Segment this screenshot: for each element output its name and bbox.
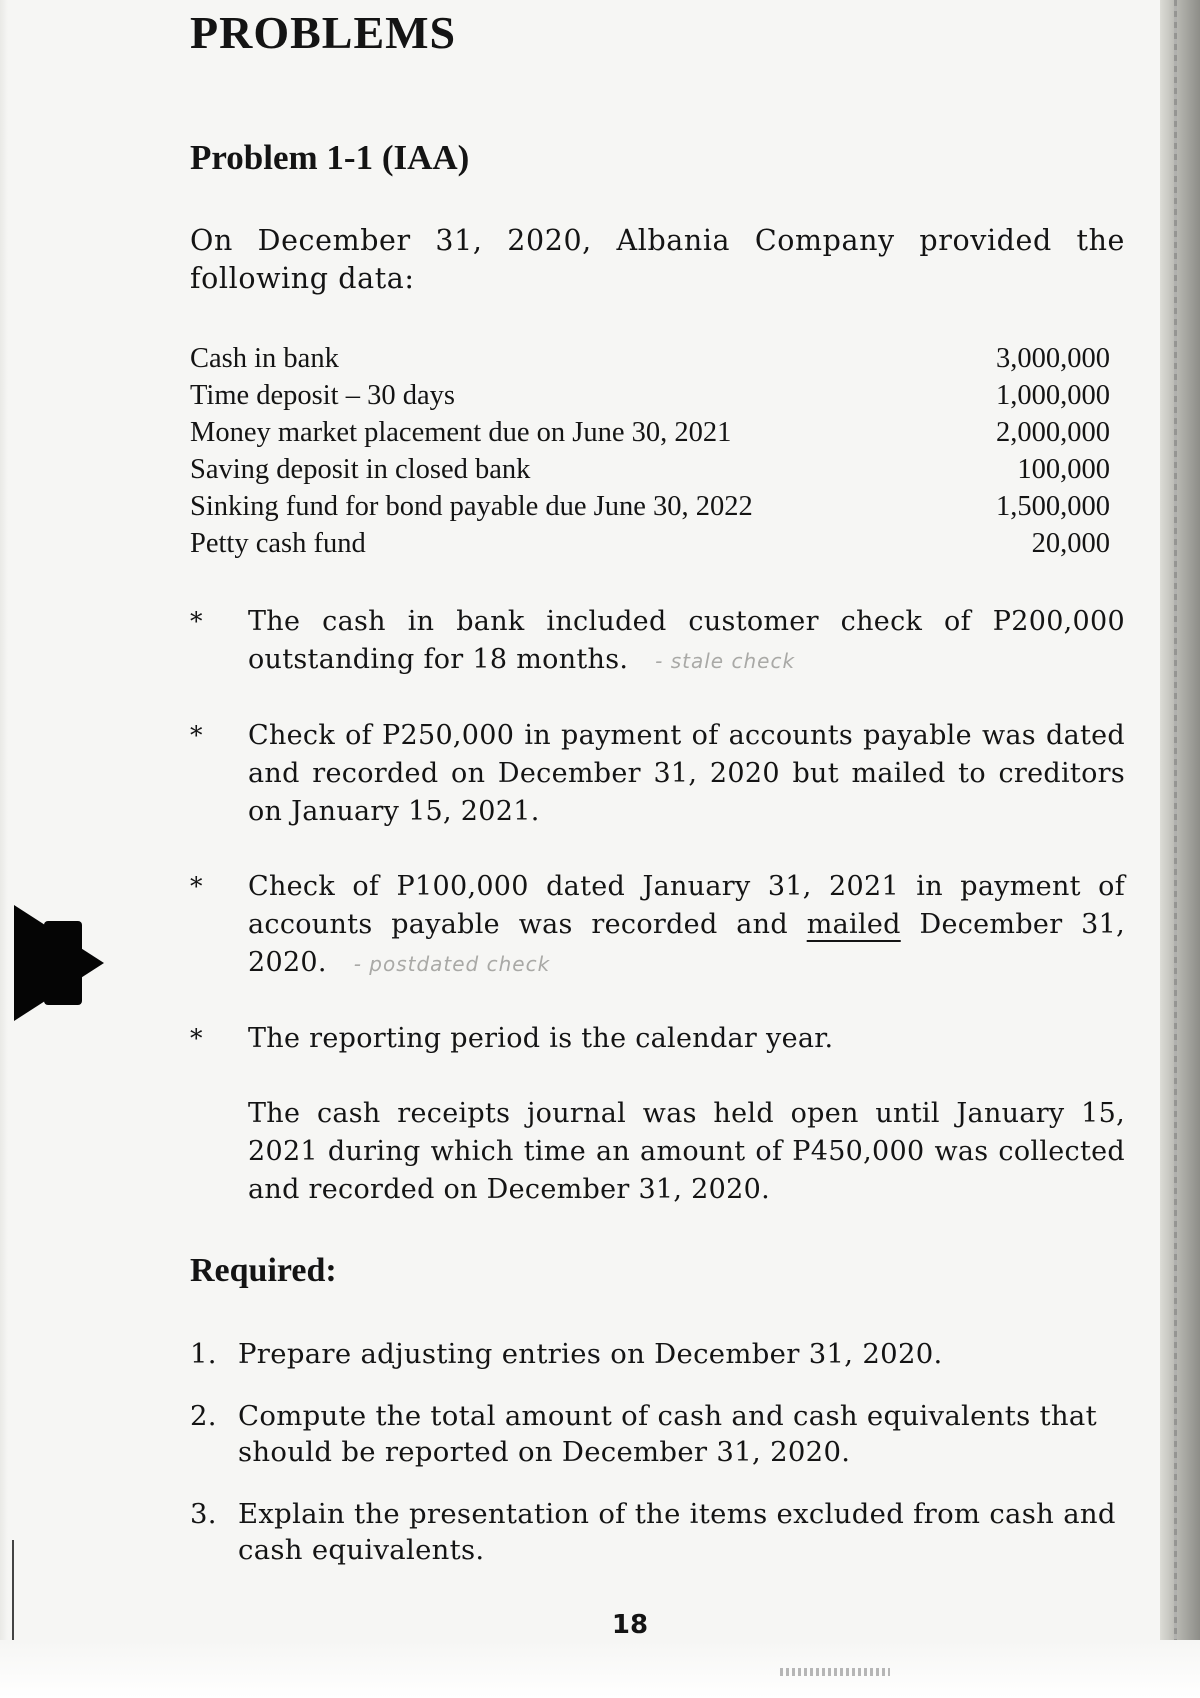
- data-label: Petty cash fund: [190, 528, 366, 559]
- note-item: [190, 603, 1125, 680]
- handwritten-annotation: - postdated check: [353, 952, 551, 976]
- data-label: Time deposit – 30 days: [190, 380, 455, 411]
- data-row: [190, 414, 1110, 451]
- data-row: [190, 451, 1110, 488]
- task-item: [190, 1336, 1125, 1372]
- data-label: Money market placement due on June 30, 2021: [190, 417, 732, 448]
- note-text: The cash in bank included customer check of P200,000 outstanding for 18 months.: [248, 606, 1125, 675]
- task-item: [190, 1398, 1125, 1470]
- page-bottom-shadow: [0, 1640, 1200, 1698]
- handwritten-annotation: - stale check: [655, 649, 796, 673]
- data-label: Saving deposit in closed bank: [190, 454, 531, 485]
- asterisk-bullet: *: [190, 721, 203, 750]
- data-label: Cash in bank: [190, 343, 339, 374]
- data-amount: 3,000,000: [996, 343, 1110, 374]
- task-number: 2.: [190, 1400, 217, 1432]
- data-label: Sinking fund for bond payable due June 30, 2022: [190, 491, 753, 522]
- task-item: [190, 1496, 1125, 1568]
- page-left-shadow: [0, 0, 8, 1698]
- note-item: [190, 868, 1125, 983]
- note-paragraph: The cash receipts journal was held open until January 15, 2021 during which time an amount of P450,000 was collected and recorded on December 31, 2020.: [248, 1098, 1125, 1205]
- required-heading: Required:: [190, 1252, 337, 1289]
- margin-mark: [12, 1540, 14, 1650]
- scanner-watermark: [780, 1668, 890, 1676]
- data-row: [190, 488, 1110, 525]
- data-amount: 2,000,000: [996, 417, 1110, 448]
- data-amount: 20,000: [1031, 528, 1110, 559]
- data-amount: 1,000,000: [996, 380, 1110, 411]
- asterisk-bullet: *: [190, 872, 203, 901]
- task-text: Explain the presentation of the items excluded from cash and cash equivalents.: [238, 1498, 1116, 1566]
- section-heading: PROBLEMS: [190, 7, 457, 58]
- problem-intro: On December 31, 2020, Albania Company provided the following data:: [190, 224, 1125, 295]
- note-paragraph-item: [190, 1095, 1125, 1209]
- page-number: 18: [611, 1610, 649, 1640]
- note-text: Check of P250,000 in payment of accounts payable was dated and recorded on December 31, 2020 but mailed to creditors on January 15, 2021.: [248, 720, 1125, 827]
- note-item: [190, 1020, 1125, 1058]
- asterisk-bullet: *: [190, 607, 203, 636]
- data-row: [190, 340, 1110, 377]
- task-text: Compute the total amount of cash and cash equivalents that should be reported on December 31, 2020.: [238, 1400, 1097, 1468]
- note-item: [190, 717, 1125, 831]
- punch-hole-mark: [14, 905, 104, 1021]
- note-text-end: December 31, 2020.: [248, 909, 1125, 978]
- task-text: Prepare adjusting entries on December 31, 2020.: [238, 1338, 943, 1370]
- asterisk-bullet: *: [190, 1024, 203, 1053]
- data-amount: 1,500,000: [996, 491, 1110, 522]
- note-text: The reporting period is the calendar year.: [248, 1023, 834, 1054]
- data-row: [190, 525, 1110, 562]
- underlined-word: mailed: [806, 909, 901, 940]
- data-amount: 100,000: [1017, 454, 1110, 485]
- data-list: [190, 340, 1110, 562]
- notes-list: [190, 603, 1125, 1209]
- book-binding-edge: [1160, 0, 1200, 1698]
- task-number: 1.: [190, 1338, 217, 1370]
- data-row: [190, 377, 1110, 414]
- required-tasks-list: [190, 1336, 1125, 1568]
- note-text-start: Check of P100,000 dated January 31, 2021 in payment of accounts payable was recorded and: [248, 871, 1125, 940]
- problem-title: Problem 1-1 (IAA): [190, 138, 470, 177]
- task-number: 3.: [190, 1498, 217, 1530]
